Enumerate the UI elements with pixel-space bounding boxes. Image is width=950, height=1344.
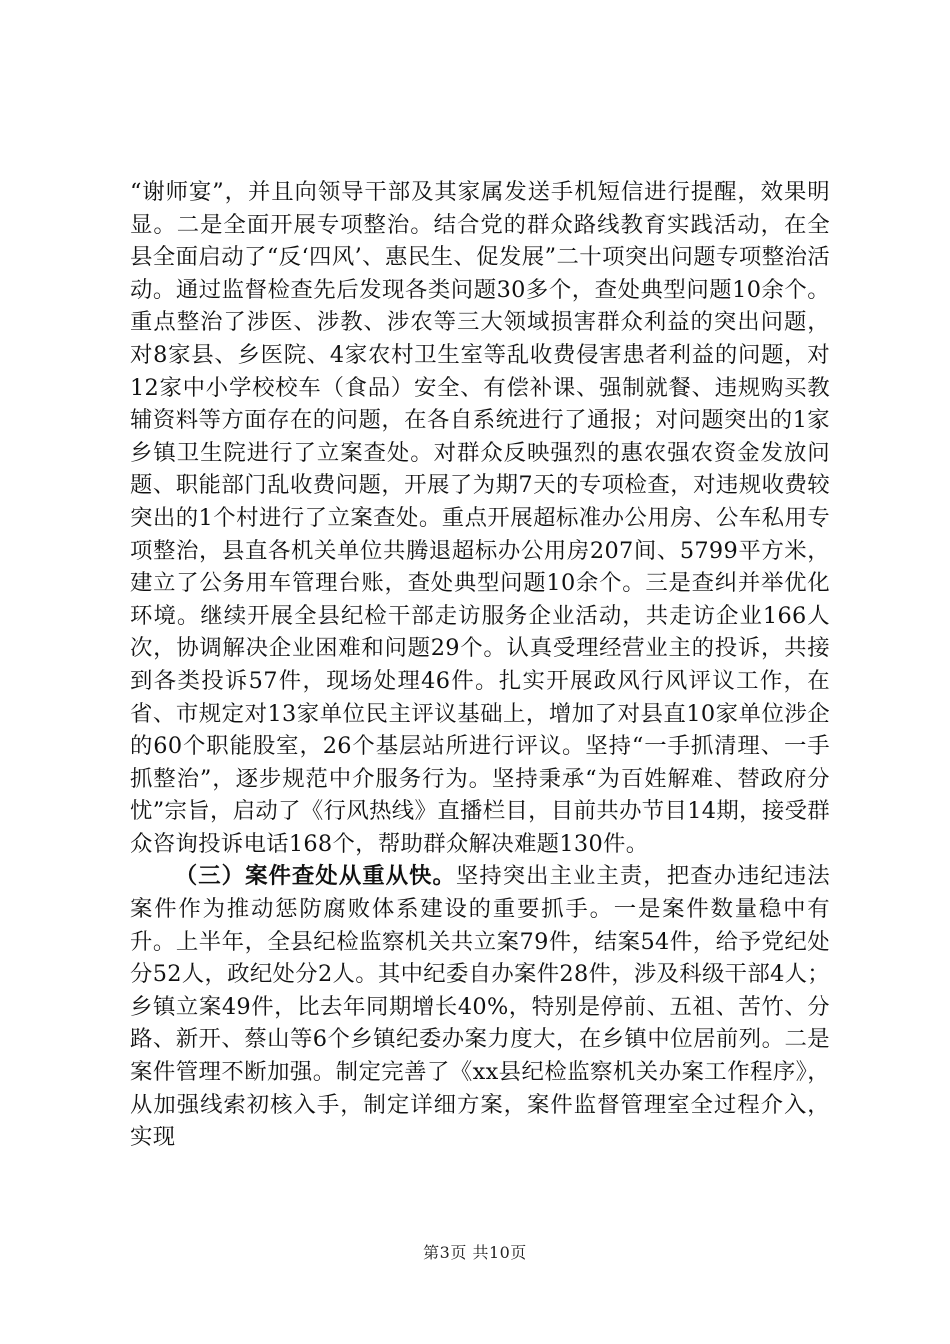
document-body	[130, 176, 830, 1154]
section-body: 坚持突出主业主责，把查办违纪违法案件作为推动惩防腐败体系建设的重要抓手。一是案件数量稳中有升。上半年，全县纪检监察机关共立案79件，结案54件，给予党纪处分52人，政纪处分2人。其中纪委自办案件28件，涉及科级干部4人；乡镇立案49件，比去年同期增长40%，特别是停前、五祖、苦竹、分路、新开、蔡山等6个乡镇纪委办案力度大，在乡镇中位居前列。二是案件管理不断加强。制定完善了《xx县纪检监察机关办案工作程序》，从加强线索初核入手，制定详细方案，案件监督管理室全过程介入，实现	[130, 863, 830, 1151]
page-footer: 第3页 共10页	[423, 1243, 527, 1262]
body-paragraph: “谢师宴”，并且向领导干部及其家属发送手机短信进行提醒，效果明显。二是全面开展专项整治。结合党的群众路线教育实践活动，在全县全面启动了“反‘四风’、惠民生、促发展”二十项突出问题专项整治活动。通过监督检查先后发现各类问题30多个，查处典型问题10余个。重点整治了涉医、涉教、涉农等三大领域损害群众利益的突出问题，对8家县、乡医院、4家农村卫生室等乱收费侵害患者利益的问题，对12家中小学校校车（食品）安全、有偿补课、强制就餐、违规购买教辅资料等方面存在的问题，在各自系统进行了通报；对问题突出的1家乡镇卫生院进行了立案查处。对群众反映强烈的惠农强农资金发放问题、职能部门乱收费问题，开展了为期7天的专项检查，对违规收费较突出的1个村进行了立案查处。重点开展超标准办公用房、公车私用专项整治，县直各机关单位共腾退超标办公用房207间、5799平方米，建立了公务用车管理台账，查处典型问题10余个。三是查纠并举优化环境。继续开展全县纪检干部走访服务企业活动，共走访企业166人次，协调解决企业困难和问题29个。认真受理经营业主的投诉，共接到各类投诉57件，现场处理46件。扎实开展政风行风评议工作，在省、市规定对13家单位民主评议基础上，增加了对县直10家单位涉企的60个职能股室，26个基层站所进行评议。坚持“一手抓清理、一手抓整治”，逐步规范中介服务行为。坚持秉承“为百姓解难、替政府分忧”宗旨，启动了《行风热线》直播栏目，目前共办节目14期，接受群众咨询投诉电话168个，帮助群众解决难题130件。	[130, 179, 830, 857]
section-heading: （三）案件查处从重从快。	[174, 863, 456, 890]
section-paragraph	[130, 860, 830, 1153]
